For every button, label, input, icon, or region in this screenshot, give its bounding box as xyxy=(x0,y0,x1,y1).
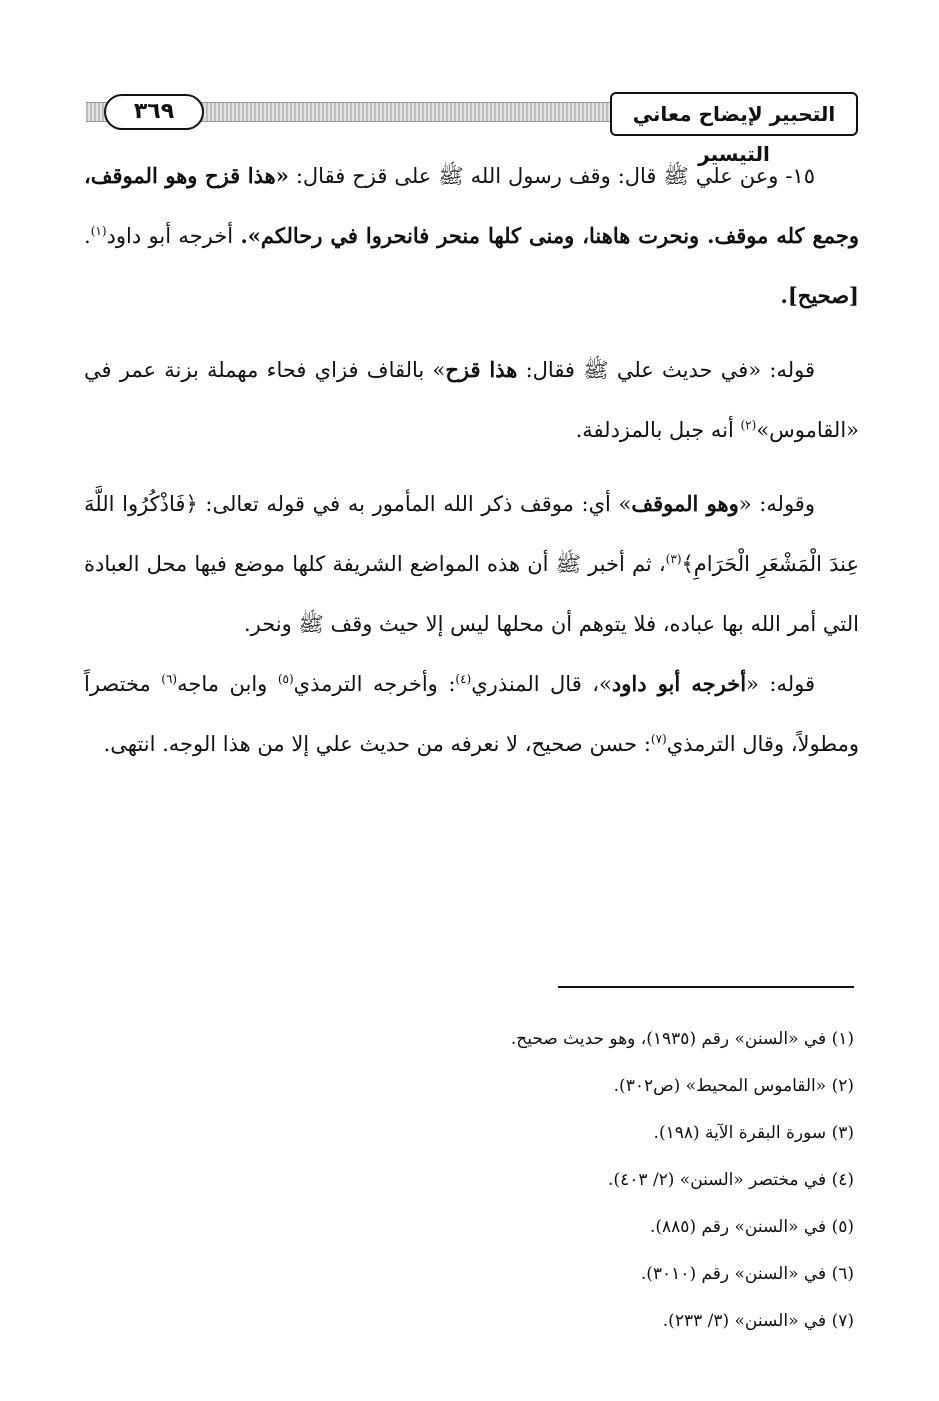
commentary-text: وقوله: « xyxy=(738,492,815,516)
footnote-ref: (١) xyxy=(90,224,107,238)
hadith-source: أخرجه أبو داود xyxy=(106,224,234,248)
footnotes xyxy=(84,1016,854,1345)
commentary-text: وابن ماجه xyxy=(177,672,278,696)
footnote-item: (٤) في مختصر «السنن» (٢/ ٤٠٣). xyxy=(608,1170,854,1190)
commentary-text: » أي: موقف ذكر الله المأمور به في قوله تعالى: ﴿فَاذْكُرُوا اللَّهَ عِندَ الْمَشْعَرِ الْحَرَامِ﴾ xyxy=(84,492,859,576)
footnote-ref: (٥) xyxy=(277,672,294,686)
footnote-item: (٣) سورة البقرة الآية (١٩٨). xyxy=(653,1123,854,1143)
commentary-text: قوله: « xyxy=(746,672,816,696)
commentary-quote: أخرجه أبو داود xyxy=(611,671,747,696)
hadith-intro: ١٥- وعن علي ﷺ قال: وقف رسول الله ﷺ على قزح فقال: xyxy=(295,164,815,188)
footnote-item: (٢) «القاموس المحيط» (ص٣٠٢). xyxy=(613,1076,854,1096)
footnote-ref: (٤) xyxy=(455,672,472,686)
footnote-item: (١) في «السنن» رقم (١٩٣٥)، وهو حديث صحيح. xyxy=(510,1029,854,1049)
commentary-quote: وهو الموقف xyxy=(631,491,739,516)
commentary-text: أنه جبل بالمزدلفة. xyxy=(575,418,741,442)
commentary-paragraph xyxy=(84,654,859,774)
commentary-text: » بالقاف فزاي فحاء مهملة بزنة عمر في «القاموس» xyxy=(84,358,859,442)
page-number: ٣٦٩ xyxy=(104,94,204,130)
book-title: التحبير لإيضاح معاني التيسير xyxy=(610,92,858,136)
punctuation: . xyxy=(84,224,91,248)
footnote-ref: (٦) xyxy=(161,672,178,686)
commentary-paragraph xyxy=(84,340,859,460)
hadith-paragraph xyxy=(84,146,859,326)
main-text xyxy=(84,146,859,774)
footnote-ref: (٧) xyxy=(650,732,667,746)
footnote-item: (٧) في «السنن» (٣/ ٢٣٣). xyxy=(662,1311,854,1331)
commentary-text: قوله: «في حديث علي ﷺ فقال: xyxy=(517,358,816,382)
page-header xyxy=(86,92,858,166)
commentary-quote: هذا قزح xyxy=(445,357,518,382)
footnote-ref: (٢) xyxy=(740,418,757,432)
commentary-text: مختصراً ومطولاً، وقال الترمذي xyxy=(84,672,859,756)
commentary-paragraph xyxy=(84,474,859,654)
commentary-text: ، ثم أخبر ﷺ أن هذه المواضع الشريفة كلها موضع فيها محل العبادة التي أمر الله بها عباده، فلا يتوهم أن محلها ليس إلا حيث وقف ﷺ ونحر. xyxy=(84,552,859,636)
footnote-ref: (٣) xyxy=(665,552,682,566)
commentary-text: : حسن صحيح، لا نعرفه من حديث علي إلا من هذا الوجه. انتهى. xyxy=(103,732,651,756)
commentary-text: »، قال المنذري xyxy=(471,672,612,696)
hadith-quote: «هذا قزح وهو الموقف، وجمع كله موقف. ونحرت هاهنا، ومنى كلها منحر فانحروا في رحالكم». xyxy=(84,163,859,248)
hadith-grade: [صحيح]. xyxy=(780,283,859,308)
footnote-item: (٦) في «السنن» رقم (٣٠١٠). xyxy=(640,1264,854,1284)
commentary-text: : وأخرجه الترمذي xyxy=(293,672,456,696)
footnote-item: (٥) في «السنن» رقم (٨٨٥). xyxy=(649,1217,854,1237)
footnote-divider xyxy=(558,986,854,988)
